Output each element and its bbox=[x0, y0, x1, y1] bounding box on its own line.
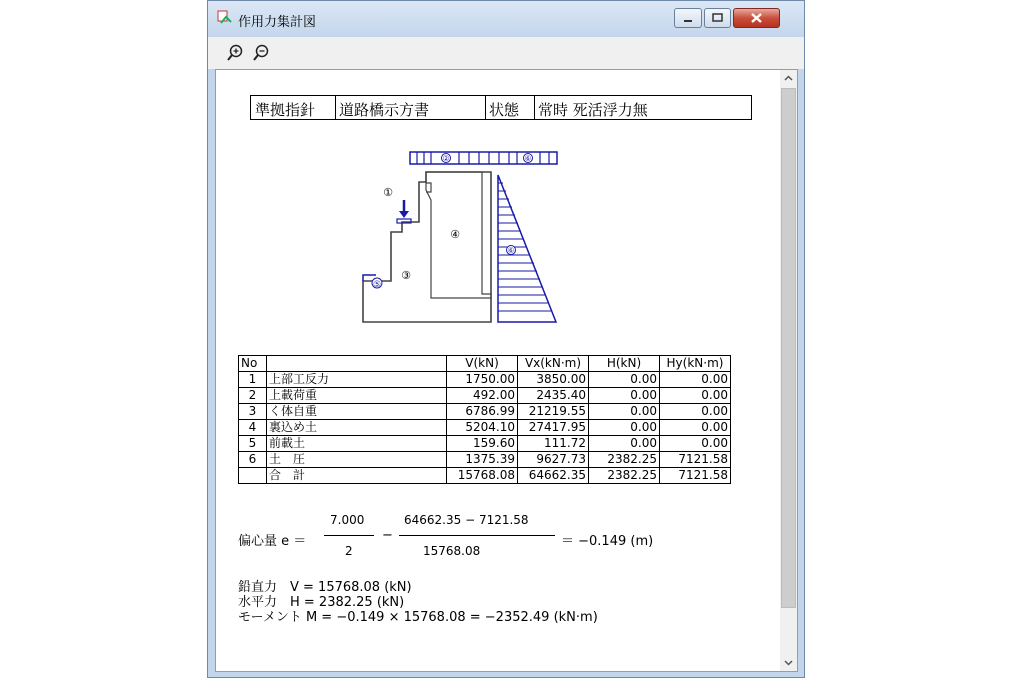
row-number: 5 bbox=[239, 436, 267, 452]
cell-vx: 64662.35 bbox=[518, 468, 589, 484]
arrow-head-icon bbox=[399, 211, 409, 218]
toolbar bbox=[208, 37, 804, 69]
cell-vx: 9627.73 bbox=[518, 452, 589, 468]
row-number: 3 bbox=[239, 404, 267, 420]
cell-vx: 27417.95 bbox=[518, 420, 589, 436]
cell-hy: 0.00 bbox=[660, 420, 731, 436]
fraction-1-denominator: 2 bbox=[345, 544, 353, 558]
row-label: 裏込め土 bbox=[267, 420, 447, 436]
row-number: 2 bbox=[239, 388, 267, 404]
cell-vx: 3850.00 bbox=[518, 372, 589, 388]
moment-line: モーメント M = −0.149 × 15768.08 = −2352.49 (kN·m) bbox=[238, 610, 598, 625]
row-number bbox=[239, 468, 267, 484]
cell-h: 0.00 bbox=[589, 388, 660, 404]
cell-hy: 0.00 bbox=[660, 404, 731, 420]
col-header: Hy(kN·m) bbox=[660, 356, 731, 372]
col-header bbox=[267, 356, 447, 372]
cell-hy: 0.00 bbox=[660, 388, 731, 404]
vertical-scrollbar[interactable] bbox=[780, 70, 797, 671]
cell-h: 2382.25 bbox=[589, 468, 660, 484]
table-row bbox=[239, 372, 731, 388]
marker-2: ② bbox=[442, 154, 450, 163]
standard-label: 準拠指針 bbox=[255, 101, 316, 119]
vertical-force-line: 鉛直力 V = 15768.08 (kN) bbox=[238, 580, 412, 595]
cell-vx: 111.72 bbox=[518, 436, 589, 452]
cell-h: 0.00 bbox=[589, 436, 660, 452]
fraction-2-denominator: 15768.08 bbox=[423, 544, 481, 558]
marker-1: ① bbox=[383, 186, 393, 199]
app-icon bbox=[217, 10, 233, 26]
cell-h: 2382.25 bbox=[589, 452, 660, 468]
cell-h: 0.00 bbox=[589, 404, 660, 420]
row-number: 1 bbox=[239, 372, 267, 388]
cell-hy: 7121.58 bbox=[660, 452, 731, 468]
minimize-icon bbox=[675, 9, 701, 27]
title-bar[interactable] bbox=[208, 1, 804, 37]
window-title: 作用力集計図 bbox=[238, 15, 317, 30]
standard-value: 道路橋示方書 bbox=[339, 101, 430, 119]
table-row bbox=[239, 404, 731, 420]
zoom-out-icon[interactable] bbox=[252, 44, 270, 62]
state-value: 常時 死活浮力無 bbox=[538, 101, 648, 119]
cell-vx: 21219.55 bbox=[518, 404, 589, 420]
row-label: 上載荷重 bbox=[267, 388, 447, 404]
cell-v: 1750.00 bbox=[447, 372, 518, 388]
table-row bbox=[239, 388, 731, 404]
cell-v: 6786.99 bbox=[447, 404, 518, 420]
horizontal-force-line: 水平力 H = 2382.25 (kN) bbox=[238, 595, 405, 610]
scrollbar-thumb[interactable] bbox=[781, 88, 796, 608]
scroll-down-icon[interactable] bbox=[780, 654, 797, 671]
marker-3: ③ bbox=[401, 269, 411, 282]
maximize-icon bbox=[705, 9, 730, 27]
force-table bbox=[238, 355, 731, 484]
minus-sign: − bbox=[382, 528, 393, 543]
cell-h: 0.00 bbox=[589, 372, 660, 388]
cell-v: 5204.10 bbox=[447, 420, 518, 436]
maximize-button[interactable] bbox=[704, 8, 731, 28]
table-row bbox=[239, 452, 731, 468]
col-header: Vx(kN·m) bbox=[518, 356, 589, 372]
row-label: 土 圧 bbox=[267, 452, 447, 468]
cell-v: 15768.08 bbox=[447, 468, 518, 484]
app-window bbox=[207, 0, 805, 678]
fraction-bar bbox=[399, 535, 555, 536]
marker-6-pressure: ⑥ bbox=[507, 246, 515, 255]
fraction-1-numerator: 7.000 bbox=[330, 513, 365, 527]
report-area bbox=[215, 69, 798, 672]
col-header: H(kN) bbox=[589, 356, 660, 372]
table-total-row bbox=[239, 468, 731, 484]
table-row bbox=[239, 420, 731, 436]
fraction-bar bbox=[324, 535, 374, 536]
scroll-up-icon[interactable] bbox=[780, 70, 797, 87]
cell-v: 1375.39 bbox=[447, 452, 518, 468]
formula-result: ＝ −0.149 (m) bbox=[561, 534, 654, 549]
fraction-2-numerator: 64662.35 − 7121.58 bbox=[404, 513, 529, 527]
cell-hy: 7121.58 bbox=[660, 468, 731, 484]
cell-hy: 0.00 bbox=[660, 372, 731, 388]
cell-h: 0.00 bbox=[589, 420, 660, 436]
state-label: 状態 bbox=[489, 101, 520, 119]
cell-hy: 0.00 bbox=[660, 436, 731, 452]
marker-5: ⑤ bbox=[372, 280, 382, 290]
marker-6: ⑥ bbox=[524, 154, 532, 163]
close-icon bbox=[734, 9, 779, 27]
surcharge-load-bar bbox=[410, 152, 557, 164]
row-number: 6 bbox=[239, 452, 267, 468]
row-label: 前載土 bbox=[267, 436, 447, 452]
cell-vx: 2435.40 bbox=[518, 388, 589, 404]
cell-v: 492.00 bbox=[447, 388, 518, 404]
close-button[interactable] bbox=[733, 8, 780, 28]
row-label: く体自重 bbox=[267, 404, 447, 420]
marker-4: ④ bbox=[450, 228, 460, 241]
table-header-row bbox=[239, 356, 731, 372]
zoom-in-icon[interactable] bbox=[226, 44, 244, 62]
table-row bbox=[239, 436, 731, 452]
formula-label: 偏心量 e ＝ bbox=[238, 534, 307, 549]
load-diagram bbox=[216, 70, 782, 340]
row-number: 4 bbox=[239, 420, 267, 436]
minimize-button[interactable] bbox=[674, 8, 702, 28]
cell-v: 159.60 bbox=[447, 436, 518, 452]
row-label: 上部工反力 bbox=[267, 372, 447, 388]
col-header: V(kN) bbox=[447, 356, 518, 372]
row-label: 合 計 bbox=[267, 468, 447, 484]
col-header: No bbox=[239, 356, 267, 372]
